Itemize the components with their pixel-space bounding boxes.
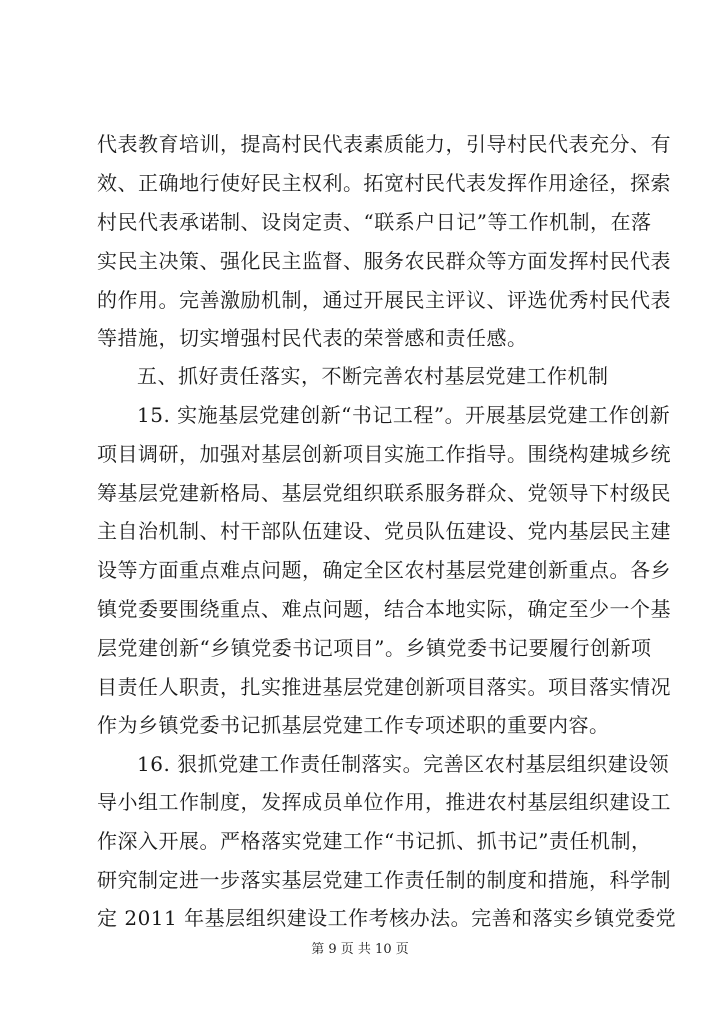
body-line: 项目调研，加强对基层创新项目实施工作指导。围绕构建城乡统 (97, 442, 671, 466)
body-line: 的作用。完善激励机制，通过开展民主评议、评选优秀村民代表 (97, 288, 671, 312)
body-line: 效、正确地行使好民主权利。拓宽村民代表发挥作用途径，探索 (97, 171, 671, 195)
body-line: 导小组工作制度，发挥成员单位作用，推进农村基层组织建设工 (97, 790, 671, 814)
body-line: 主自治机制、村干部队伍建设、党员队伍建设、党内基层民主建 (97, 519, 671, 543)
page-number-footer: 第 9 页 共 10 页 (311, 942, 409, 957)
body-line: 设等方面重点难点问题，确定全区农村基层党建创新重点。各乡 (97, 558, 671, 582)
body-line: 村民代表承诺制、设岗定责、“联系户日记”等工作机制，在落 (97, 210, 652, 234)
body-line: 实民主决策、强化民主监督、服务农民群众等方面发挥村民代表 (97, 249, 671, 273)
body-line: 研究制定进一步落实基层党建工作责任制的制度和措施，科学制 (97, 868, 671, 892)
item-16-first-line: 16. 狠抓党建工作责任制落实。完善区农村基层组织建设领 (137, 752, 670, 776)
body-line: 目责任人职责，扎实推进基层党建创新项目落实。项目落实情况 (97, 675, 671, 699)
body-line: 作为乡镇党委书记抓基层党建工作专项述职的重要内容。 (97, 713, 610, 737)
body-line: 作深入开展。严格落实党建工作“书记抓、抓书记”责任机制， (97, 829, 652, 853)
body-line: 等措施，切实增强村民代表的荣誉感和责任感。 (97, 326, 528, 350)
body-line: 镇党委要围绕重点、难点问题，结合本地实际，确定至少一个基 (97, 597, 671, 621)
body-line: 筹基层党建新格局、基层党组织联系服务群众、党领导下村级民 (97, 481, 671, 505)
body-line: 定 2011 年基层组织建设工作考核办法。完善和落实乡镇党委党 (97, 906, 677, 930)
item-15-first-line: 15. 实施基层党建创新“书记工程”。开展基层党建工作创新 (137, 403, 671, 427)
body-line: 代表教育培训，提高村民代表素质能力，引导村民代表充分、有 (97, 132, 671, 156)
body-line: 层党建创新“乡镇党委书记项目”。乡镇党委书记要履行创新项 (97, 636, 652, 660)
section-heading: 五、抓好责任落实，不断完善农村基层党建工作机制 (137, 364, 609, 388)
